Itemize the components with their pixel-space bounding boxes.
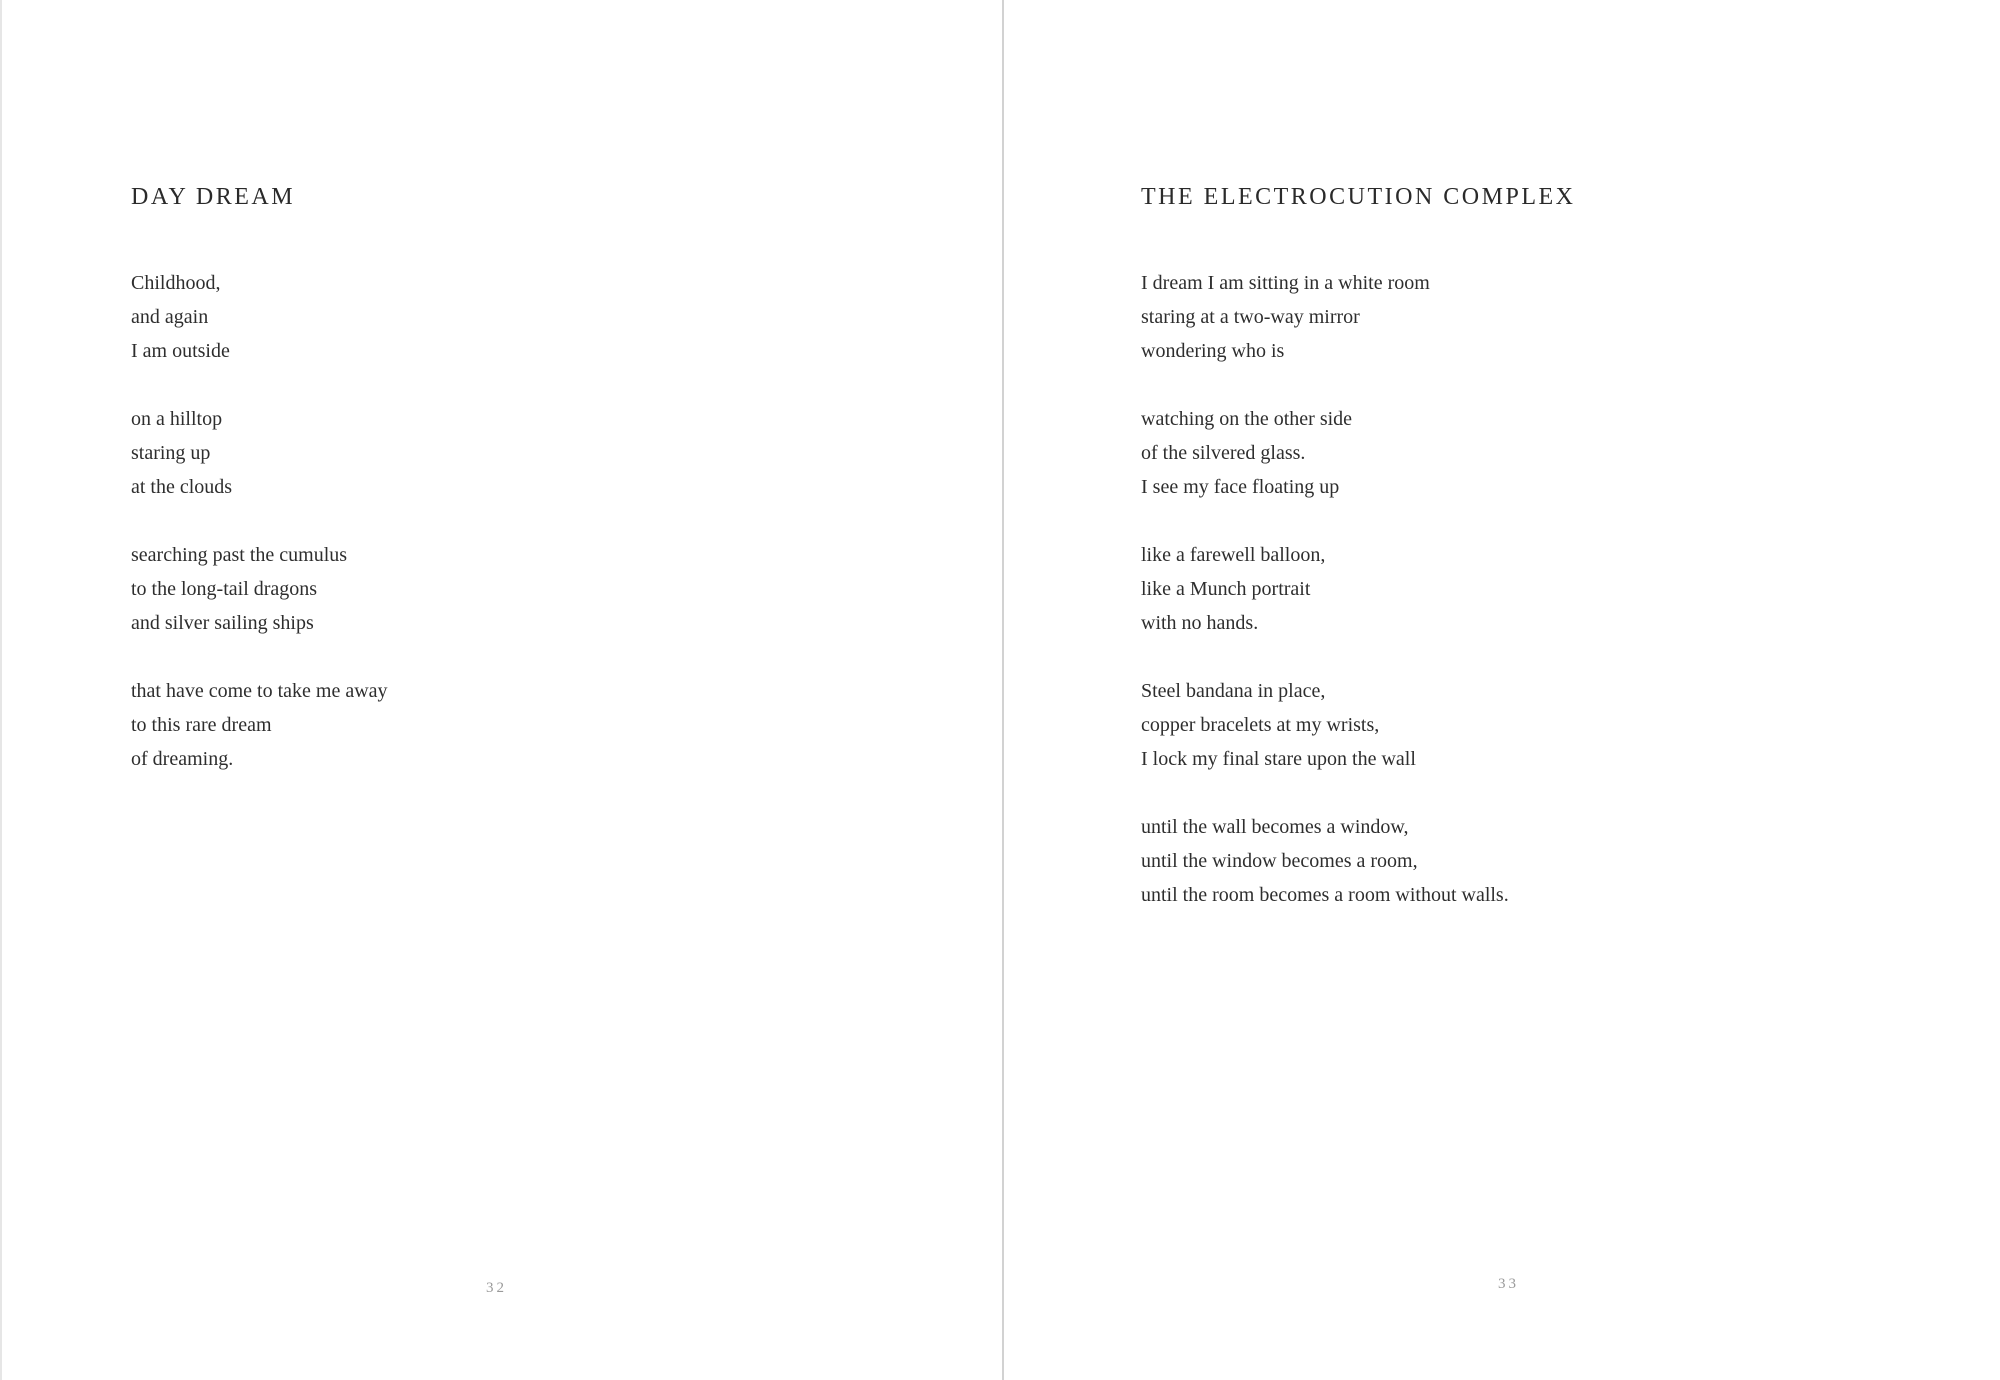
poem-line: to this rare dream	[131, 714, 272, 736]
poem-line: and silver sailing ships	[131, 612, 314, 634]
poem-line: until the wall becomes a window,	[1141, 816, 1409, 838]
poem-line: staring at a two-way mirror	[1141, 306, 1360, 328]
poem-line: at the clouds	[131, 476, 233, 498]
stanza	[131, 266, 388, 368]
poem-line: searching past the cumulus	[131, 544, 348, 566]
poem-line: like a farewell balloon,	[1141, 544, 1326, 566]
poem-line: I lock my final stare upon the wall	[1141, 748, 1416, 770]
poem-line: watching on the other side	[1141, 408, 1353, 430]
poem-line: copper bracelets at my wrists,	[1141, 714, 1380, 736]
poem-line: of dreaming.	[131, 748, 234, 770]
stanza	[1141, 402, 1575, 504]
poem-line: with no hands.	[1141, 612, 1259, 634]
poem-line: that have come to take me away	[131, 680, 388, 702]
poem-day-dream	[131, 180, 388, 810]
stanza	[131, 402, 388, 504]
poem-title: THE ELECTROCUTION COMPLEX	[1141, 184, 1576, 210]
stanza	[1141, 674, 1575, 776]
page-number: 32	[486, 1280, 507, 1296]
right-page	[1004, 0, 2000, 1380]
poem-line: on a hilltop	[131, 408, 223, 430]
poem-line: until the room becomes a room without walls.	[1141, 884, 1509, 906]
poem-line: I am outside	[131, 340, 230, 362]
poem-line: to the long-tail dragons	[131, 578, 318, 600]
stanza	[1141, 810, 1575, 912]
poem-line: I see my face floating up	[1141, 476, 1340, 498]
poem-line: staring up	[131, 442, 211, 464]
poem-line: like a Munch portrait	[1141, 578, 1311, 600]
poem-line: wondering who is	[1141, 340, 1285, 362]
page-number: 33	[1498, 1276, 1519, 1292]
poem-line: I dream I am sitting in a white room	[1141, 272, 1430, 294]
poem-line: of the silvered glass.	[1141, 442, 1306, 464]
poem-line: and again	[131, 306, 209, 328]
stanza	[131, 538, 388, 640]
stanza	[1141, 266, 1575, 368]
stanza	[1141, 538, 1575, 640]
stanza	[131, 674, 388, 776]
poem-line: Steel bandana in place,	[1141, 680, 1326, 702]
poem-line: Childhood,	[131, 272, 221, 294]
poem-electrocution-complex	[1141, 180, 1575, 946]
poem-line: until the window becomes a room,	[1141, 850, 1418, 872]
poem-title: DAY DREAM	[131, 184, 296, 210]
